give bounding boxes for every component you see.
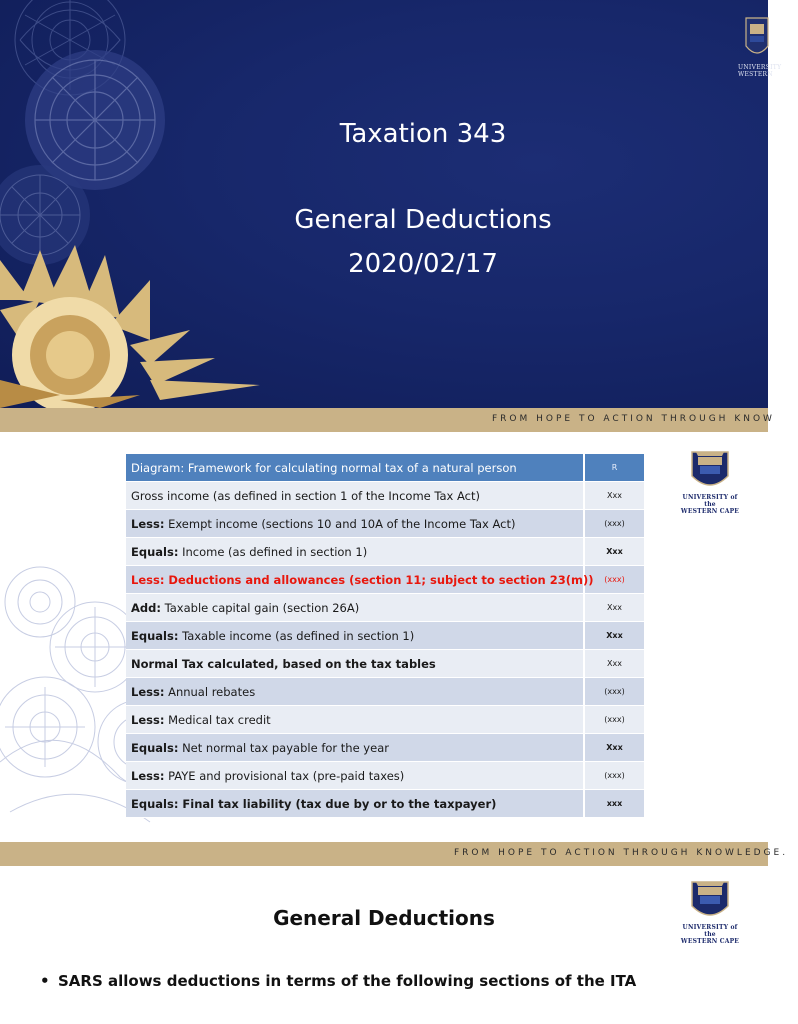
row-amount: Xxx (584, 734, 644, 762)
row-text: Medical tax credit (164, 712, 271, 727)
row-text: PAYE and provisional tax (pre-paid taxes) (164, 768, 405, 783)
row-prefix: Equals: Final tax liability (tax due by or to the taxpayer) (131, 796, 497, 811)
row-prefix: Less: (131, 768, 165, 783)
row-prefix: Equals: (131, 628, 179, 643)
row-amount: Xxx (584, 538, 644, 566)
table-row-highlighted (126, 566, 644, 594)
row-prefix: Less: (131, 712, 165, 727)
motto-band (0, 842, 789, 866)
bullet-item (40, 972, 636, 990)
row-amount: (xxx) (584, 566, 644, 594)
framework-slide (0, 432, 768, 842)
table-row (126, 678, 644, 706)
row-prefix: Equals: (131, 740, 179, 755)
row-amount: (xxx) (584, 678, 644, 706)
row-prefix: Less: Deductions and allowances (section 11; subject to section 23(m)) (131, 572, 594, 587)
table-row (126, 706, 644, 734)
crest-icon (688, 880, 732, 924)
logo-text-line2: WESTERN (738, 71, 773, 78)
crest-icon (688, 450, 732, 494)
slide-title: General Deductions (273, 906, 495, 930)
table-row (126, 790, 644, 818)
table-header-amount: R (584, 454, 644, 482)
row-prefix: Add: (131, 600, 161, 615)
logo-caption-line2: WESTERN CAPE (680, 508, 740, 515)
row-amount: Xxx (584, 650, 644, 678)
table-row (126, 482, 644, 510)
table-row (126, 538, 644, 566)
table-row (126, 734, 644, 762)
table-header-row (126, 454, 644, 482)
row-text: Exempt income (sections 10 and 10A of the Income Tax Act) (164, 516, 516, 531)
logo-caption-line2: WESTERN CAPE (680, 938, 740, 945)
table-row (126, 622, 644, 650)
row-text: Net normal tax payable for the year (178, 740, 389, 755)
title-slide (0, 0, 782, 408)
logo-caption-line1: UNIVERSITY of the (682, 924, 738, 938)
row-amount: (xxx) (584, 706, 644, 734)
tax-framework-table (126, 454, 644, 818)
lecture-title: General Deductions (294, 205, 552, 235)
row-text: Taxable income (as defined in section 1) (178, 628, 415, 643)
bullet-text: SARS allows deductions in terms of the following sections of the ITA (58, 972, 637, 990)
logo-text-line1: UNIVERSITY (738, 64, 782, 71)
table-header-label: Diagram: Framework for calculating normal tax of a natural person (126, 454, 584, 482)
row-prefix: Less: (131, 684, 165, 699)
motto-band (0, 408, 775, 432)
university-logo (678, 450, 748, 520)
title-block (240, 112, 606, 286)
row-amount: Xxx (584, 482, 644, 510)
university-logo (738, 16, 782, 86)
motto-text: FROM HOPE TO ACTION THROUGH KNOWLEDGE. (454, 848, 789, 858)
course-title: Taxation 343 (339, 119, 507, 149)
lecture-date: 2020/02/17 (348, 249, 498, 279)
row-amount: (xxx) (584, 762, 644, 790)
row-text: Gross income (as defined in section 1 of the Income Tax Act) (131, 488, 480, 503)
table-row (126, 650, 644, 678)
table-row (126, 762, 644, 790)
row-amount: xxx (584, 790, 644, 818)
row-prefix: Normal Tax calculated, based on the tax tables (131, 656, 436, 671)
general-deductions-slide (0, 866, 768, 1024)
motto-text: FROM HOPE TO ACTION THROUGH KNOW (492, 414, 775, 424)
row-prefix: Less: (131, 516, 165, 531)
table-row (126, 594, 644, 622)
row-amount: Xxx (584, 622, 644, 650)
row-text: Taxable capital gain (section 26A) (160, 600, 360, 615)
university-logo (678, 880, 748, 950)
row-text: Annual rebates (164, 684, 256, 699)
crest-icon (744, 16, 770, 62)
table-row (126, 510, 644, 538)
row-amount: Xxx (584, 594, 644, 622)
row-prefix: Equals: (131, 544, 179, 559)
row-text: Income (as defined in section 1) (178, 544, 368, 559)
bullet-symbol: • (40, 972, 50, 990)
logo-caption-line1: UNIVERSITY of the (682, 494, 738, 508)
row-amount: (xxx) (584, 510, 644, 538)
